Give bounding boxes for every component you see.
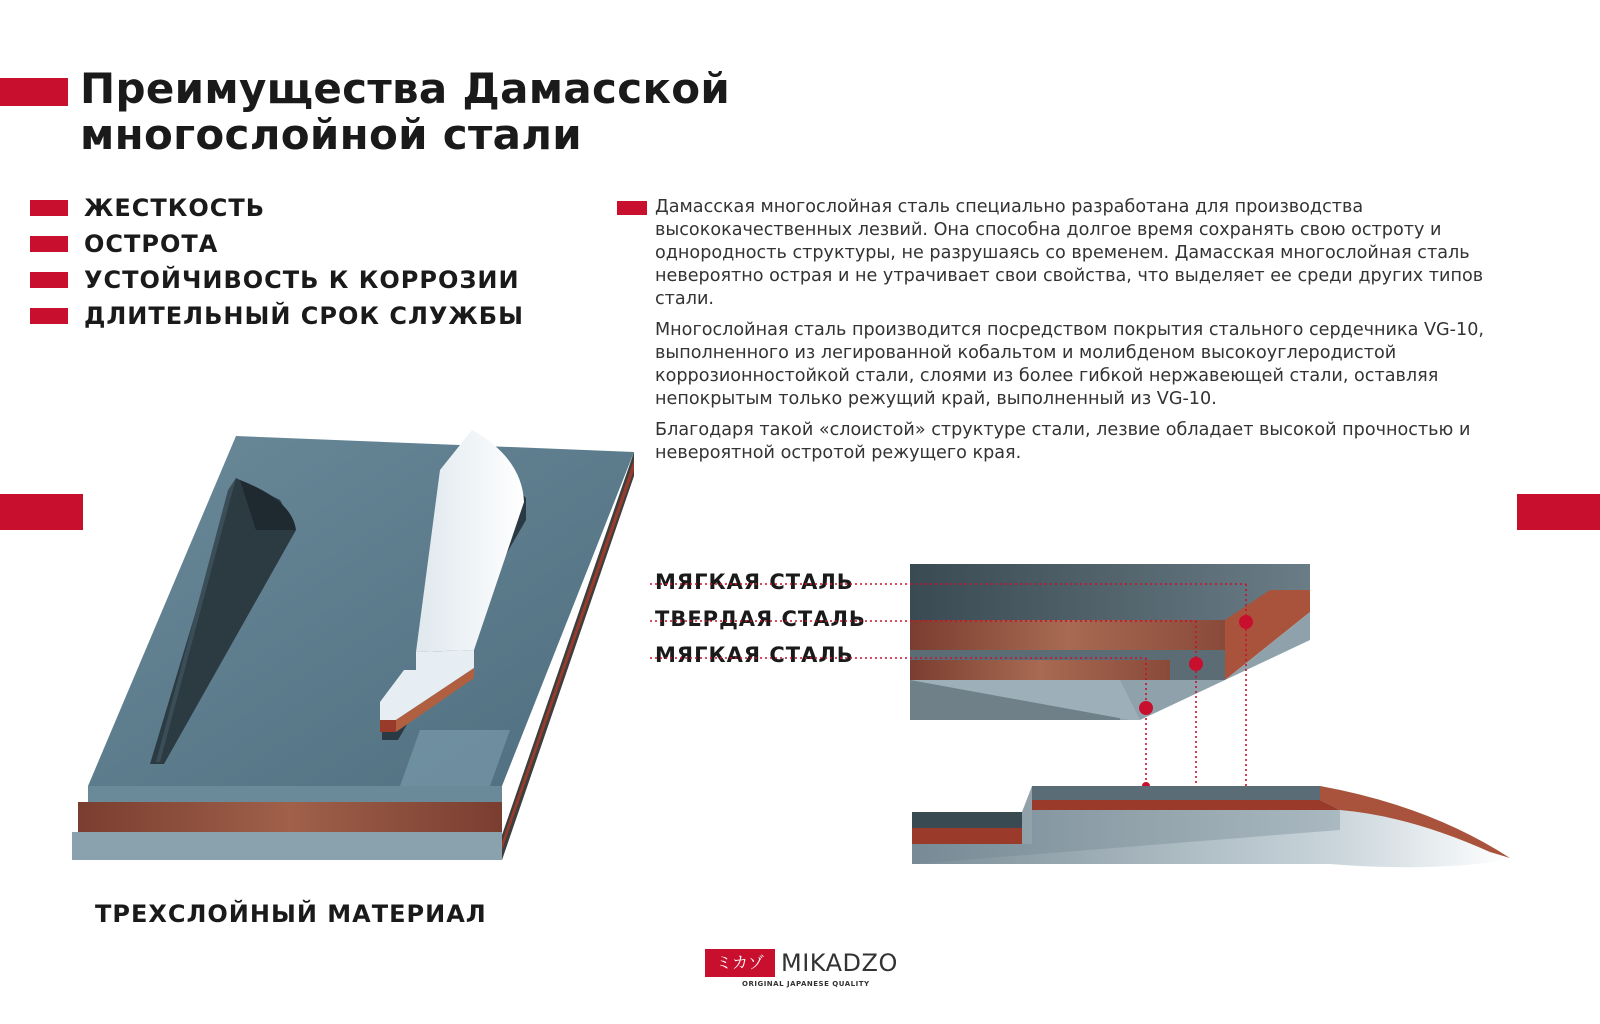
description xyxy=(655,196,1485,473)
feature-item xyxy=(30,262,524,298)
bullet-icon xyxy=(30,236,68,252)
left-caption: ТРЕХСЛОЙНЫЙ МАТЕРИАЛ xyxy=(95,900,487,928)
feature-label: УСТОЙЧИВОСТЬ К КОРРОЗИИ xyxy=(84,266,520,294)
feature-item xyxy=(30,190,524,226)
description-paragraph: Дамасская многослойная сталь специально разработана для производства высококачественных лезвий. Она способна долгое время сохранять свою остроту и однородность структуры, не разрушаясь со временем. Дамасская многослойная сталь невероятно острая и не утрачивает свои свойства, что выделяет ее среди других типов стали. xyxy=(655,197,1484,309)
layer-label-bottom: МЯГКАЯ СТАЛЬ xyxy=(655,643,854,667)
logo-mark: ミカゾ xyxy=(705,949,775,977)
accent-bar-right-mid xyxy=(1517,494,1600,530)
accent-bar-title xyxy=(0,78,68,106)
logo-name: MIKADZO xyxy=(781,949,898,977)
steel-sheet-illustration xyxy=(60,430,650,900)
mikadzo-logo xyxy=(705,947,905,995)
description-paragraph: Многослойная сталь производится посредством покрытия стального сердечника VG-10, выполненного из легированной кобальтом и молибденом высокоуглеродистой коррозионностойкой стали, слоями из более гибкой нержавеющей стали, оставляя непокрытым только режущий край, выполненный из VG-10. xyxy=(655,320,1484,409)
bullet-icon xyxy=(30,200,68,216)
layer-label-middle: ТВЕРДАЯ СТАЛЬ xyxy=(655,607,866,631)
description-paragraph: Благодаря такой «слоистой» структуре стали, лезвие обладает высокой прочностью и невероятной остротой режущего края. xyxy=(655,420,1471,463)
feature-label: ДЛИТЕЛЬНЫЙ СРОК СЛУЖБЫ xyxy=(84,302,524,330)
blade-cross-section-illustration xyxy=(650,560,1540,900)
feature-label: ОСТРОТА xyxy=(84,230,219,258)
feature-item xyxy=(30,298,524,334)
bullet-icon xyxy=(30,308,68,324)
title-line-1: Преимущества Дамасской xyxy=(80,64,731,113)
title-line-2: многослойной стали xyxy=(80,110,583,159)
description-bullet-icon xyxy=(617,201,647,215)
logo-tagline: ORIGINAL JAPANESE QUALITY xyxy=(742,980,870,988)
feature-item xyxy=(30,226,524,262)
features-list xyxy=(30,190,524,334)
feature-label: ЖЕСТКОСТЬ xyxy=(84,194,266,222)
page-title xyxy=(80,66,730,158)
layer-label-top: МЯГКАЯ СТАЛЬ xyxy=(655,570,854,594)
bullet-icon xyxy=(30,272,68,288)
